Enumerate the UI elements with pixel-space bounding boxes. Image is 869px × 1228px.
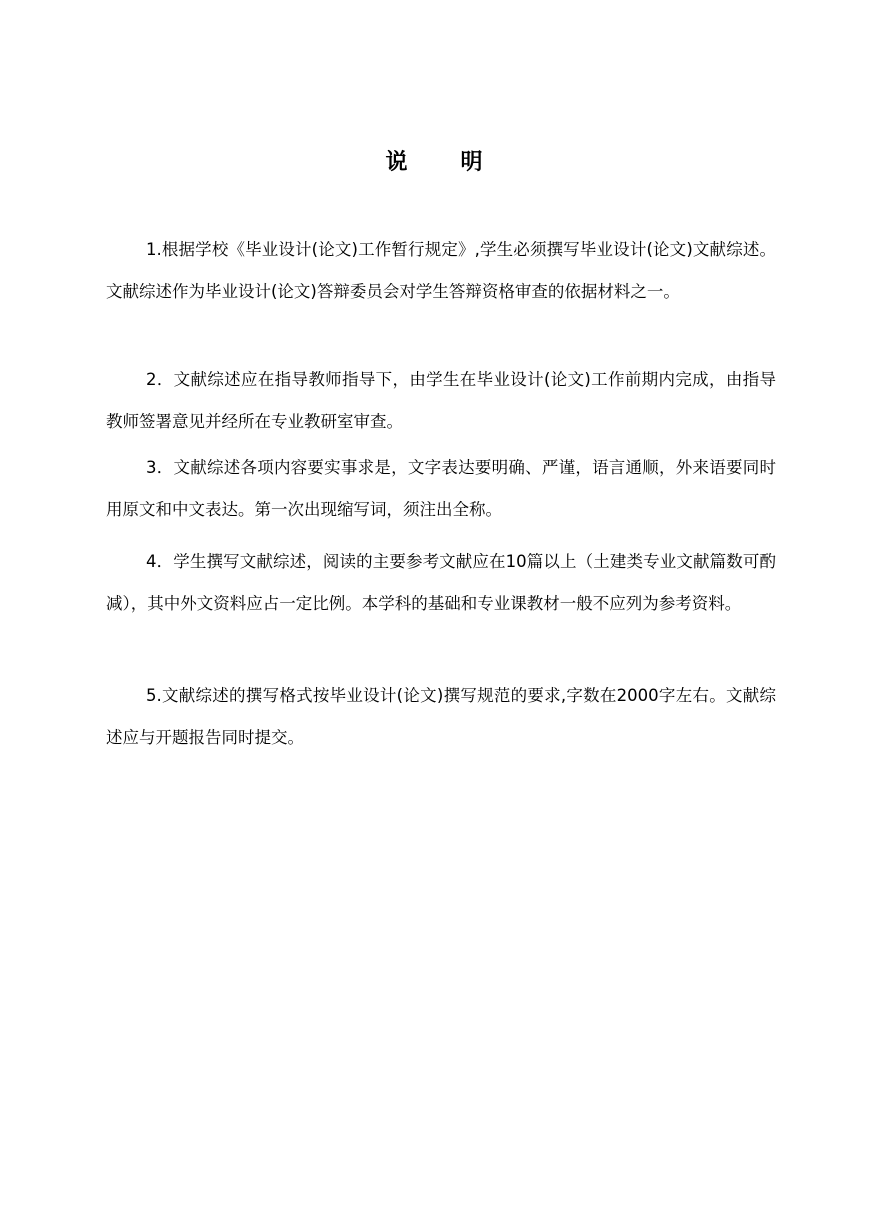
instruction-paragraph-1: 1.根据学校《毕业设计(论文)工作暂行规定》,学生必须撰写毕业设计(论文)文献综述。文献综述作为毕业设计(论文)答辩委员会对学生答辩资格审查的依据材料之一。 — [106, 240, 776, 301]
instruction-paragraph-3: 3．文献综述各项内容要实事求是，文字表达要明确、严谨，语言通顺，外来语要同时用原文和中文表达。第一次出现缩写词，须注出全称。 — [106, 458, 776, 519]
title-char-1: 说 — [385, 150, 409, 175]
instruction-paragraph-5: 5.文献综述的撰写格式按毕业设计(论文)撰写规范的要求,字数在2000字左右。文献综述应与开题报告同时提交。 — [106, 686, 776, 747]
page-title — [0, 146, 869, 180]
instruction-paragraph-4: 4．学生撰写文献综述，阅读的主要参考文献应在10篇以上（土建类专业文献篇数可酌减），其中外文资料应占一定比例。本学科的基础和专业课教材一般不应列为参考资料。 — [106, 552, 776, 613]
instruction-paragraph-2: 2．文献综述应在指导教师指导下，由学生在毕业设计(论文)工作前期内完成，由指导教师签署意见并经所在专业教研室审查。 — [106, 370, 776, 431]
title-char-2: 明 — [460, 150, 484, 175]
